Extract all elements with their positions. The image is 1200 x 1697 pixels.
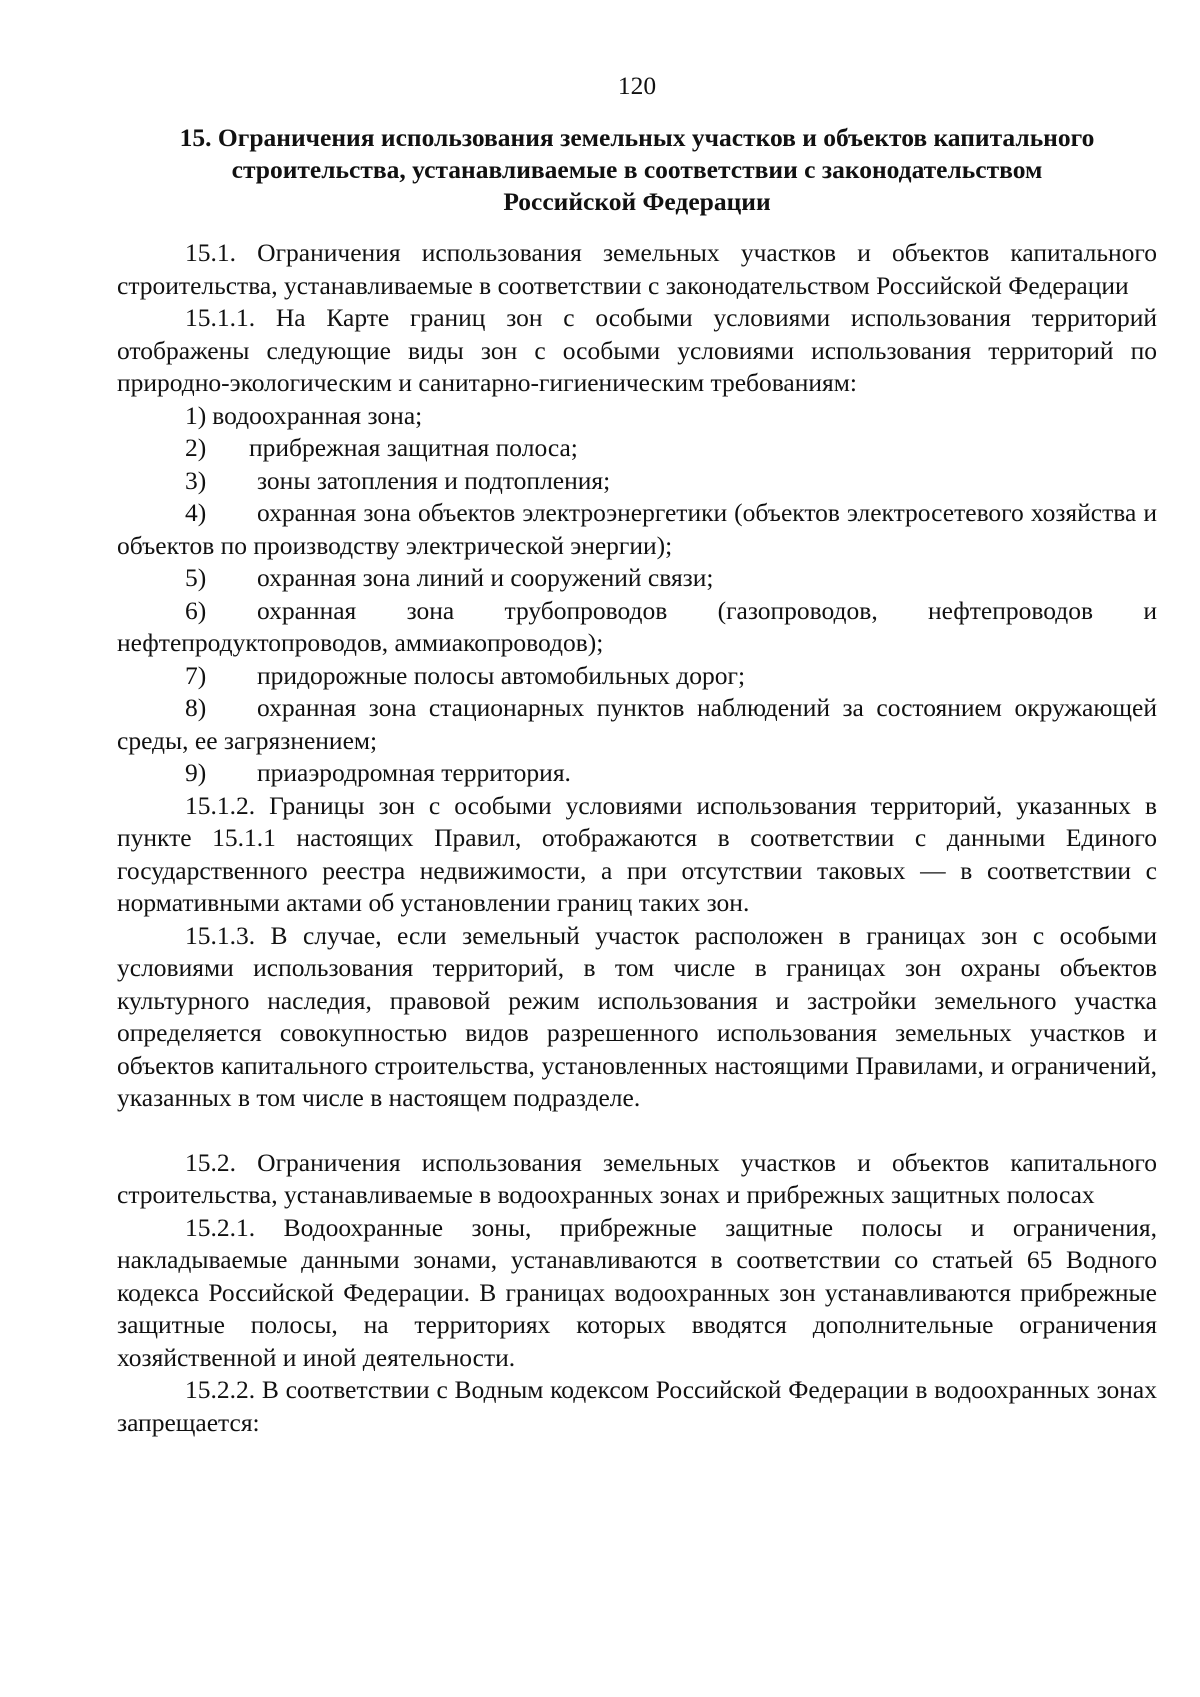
paragraph-15-1-1: 15.1.1. На Карте границ зон с особыми условиями использования территорий отображены следующие виды зон с особыми условиями использования территорий по природно-экологическим и санитарно-гигиеническим требованиям:	[117, 303, 1157, 397]
list-item-text: зоны затопления и подтопления;	[257, 465, 611, 495]
list-item-number: 4)	[185, 498, 207, 527]
list-item-number: 2)	[185, 433, 207, 462]
list-item	[117, 562, 1157, 595]
list-item-text: приаэродромная территория.	[257, 758, 571, 787]
list-item-number: 1)	[185, 400, 207, 430]
list-item	[117, 465, 1157, 498]
section-title	[117, 122, 1157, 218]
list-item	[117, 692, 1157, 757]
paragraph-15-2-1: 15.2.1. Водоохранные зоны, прибрежные защитные полосы и ограничения, накладываемые данными зонами, устанавливаются в соответствии со статьей 65 Водного кодекса Российской Федерации. В границах водоохранных зон устанавливаются прибрежные защитные полосы, на территориях которых вводятся дополнительные ограничения хозяйственной и иной деятельности.	[117, 1212, 1157, 1372]
list-item	[117, 660, 1157, 693]
list-item	[117, 400, 1157, 433]
list-item-text: охранная зона линий и сооружений связи;	[257, 563, 714, 592]
list-item	[117, 497, 1157, 562]
list-item	[117, 432, 1157, 465]
section-title-line-3: Российской Федерации	[503, 187, 771, 216]
list-item-number: 6)	[185, 595, 207, 625]
list-item-text: придорожные полосы автомобильных дорог;	[257, 660, 746, 690]
list-item	[117, 595, 1157, 660]
paragraph-15-1-2: 15.1.2. Границы зон с особыми условиями использования территорий, указанных в пункте 15.1.1 настоящих Правил, отображаются в соответствии с данными Единого государственного реестра недвижимости, а при отсутствии таковых — в соответствии с нормативными актами об установлении границ таких зон.	[117, 790, 1157, 917]
list-item-text: охранная зона объектов электроэнергетики (объектов электросетевого хозяйства и объектов по производству электрической энергии);	[117, 498, 1157, 560]
list-item-number: 3)	[185, 465, 207, 495]
list-item-number: 5)	[185, 563, 207, 592]
list-item-text: прибрежная защитная полоса;	[249, 433, 578, 462]
section-title-line-1: 15. Ограничения использования земельных участков и объектов капитального	[179, 123, 1095, 152]
subsection-heading-15-1: 15.1. Ограничения использования земельных участков и объектов капитального строительства, устанавливаемые в соответствии с законодательством Российской Федерации	[117, 238, 1157, 300]
list-item-text: водоохранная зона;	[212, 400, 423, 430]
list-item-number: 9)	[185, 758, 207, 787]
subsection-heading-15-2: 15.2. Ограничения использования земельных участков и объектов капитального строительства, устанавливаемые в водоохранных зонах и прибрежных защитных полосах	[117, 1147, 1157, 1209]
list-item-text: охранная зона трубопроводов (газопроводов, нефтепроводов и нефтепродуктопроводов, аммиакопроводов);	[117, 595, 1157, 657]
list-item	[117, 757, 1157, 790]
document-page	[117, 70, 1157, 1439]
list-item-number: 8)	[185, 693, 207, 722]
page-number: 120	[617, 71, 657, 100]
paragraph-15-1-3: 15.1.3. В случае, если земельный участок расположен в границах зон с особыми условиями использования территорий, в том числе в границах зон охраны объектов культурного наследия, правовой режим использования и застройки земельного участка определяется совокупностью видов разрешенного использования земельных участков и объектов капитального строительства, установленных настоящими Правилами, и ограничений, указанных в том числе в настоящем подразделе.	[117, 920, 1157, 1112]
section-gap	[117, 1115, 1157, 1147]
list-item-number: 7)	[185, 660, 207, 690]
section-title-line-2: строительства, устанавливаемые в соответствии с законодательством	[231, 155, 1043, 184]
list-item-text: охранная зона стационарных пунктов наблюдений за состоянием окружающей среды, ее загрязнением;	[117, 693, 1157, 755]
paragraph-15-2-2: 15.2.2. В соответствии с Водным кодексом Российской Федерации в водоохранных зонах запрещается:	[117, 1375, 1157, 1437]
